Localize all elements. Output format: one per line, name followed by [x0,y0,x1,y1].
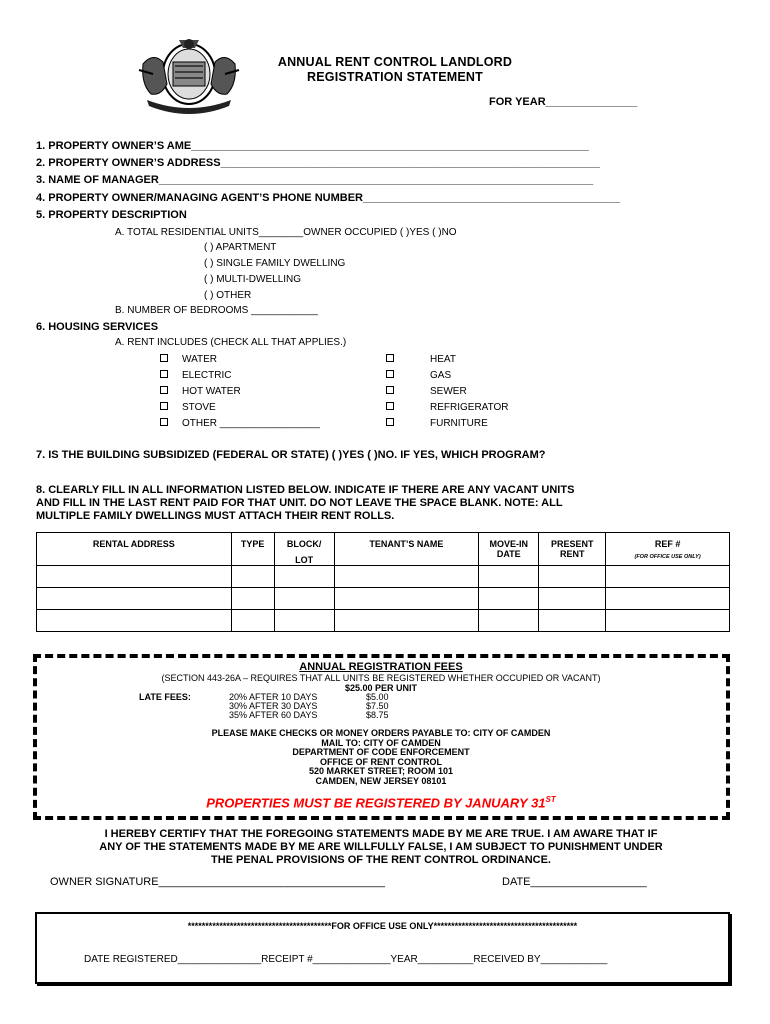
late-fees-label: LATE FEES: [139,692,191,702]
instruction-line: MULTIPLE FAMILY DWELLINGS MUST ATTACH THEIR RENT ROLLS. [36,510,395,522]
office-use-fields[interactable]: DATE REGISTERED_______________RECEIPT #______________YEAR__________RECEIVED BY____________ [84,954,608,965]
certification-statement [0,828,762,867]
property-owner-address-field[interactable]: 2. PROPERTY OWNER’S ADDRESS______________________________________________________________ [36,157,600,169]
form-title [230,55,560,85]
subsidized-question[interactable]: 7. IS THE BUILDING SUBSIDIZED (FEDERAL OR STATE) ( )YES ( )NO. IF YES, WHICH PROGRAM? [36,449,546,461]
instruction-line: 8. CLEARLY FILL IN ALL INFORMATION LISTED BELOW. INDICATE IF THERE ARE ANY VACANT UNITS [36,484,575,496]
service-item[interactable]: ELECTRIC [160,370,320,386]
payment-line: DEPARTMENT OF CODE ENFORCEMENT [292,747,470,757]
checkbox-icon[interactable] [386,354,394,362]
fee-per-unit: $25.00 PER UNIT [344,683,418,693]
table-row[interactable] [37,588,730,610]
service-item[interactable]: HEAT [386,354,509,370]
late-fee-amt: $7.50 [366,701,389,711]
late-fee-amt: $8.75 [366,710,389,720]
certification-line: I HEREBY CERTIFY THAT THE FOREGOING STATEMENTS MADE BY ME ARE TRUE. I AM AWARE THAT IF [104,828,658,840]
service-item[interactable]: HOT WATER [160,386,320,402]
office-use-heading: *****************************************FOR OFFICE USE ONLY***************************************** [187,921,578,931]
payment-line: MAIL TO: CITY OF CAMDEN [321,737,441,748]
city-seal [133,34,245,114]
checkbox-icon[interactable] [386,418,394,426]
certification-line: ANY OF THE STATEMENTS MADE BY ME ARE WILLFULLY FALSE, I AM SUBJECT TO PUNISHMENT UNDER [99,841,663,853]
checkbox-icon[interactable] [160,386,168,394]
owner-signature-field[interactable]: OWNER SIGNATURE_____________________________________ [50,876,385,888]
option-multi-dwelling[interactable]: ( ) MULTI-DWELLING [204,274,302,285]
col-type: TYPE [231,533,274,566]
instructions [36,484,574,523]
option-single-family[interactable]: ( ) SINGLE FAMILY DWELLING [204,258,346,269]
rent-includes-line: A. RENT INCLUDES (CHECK ALL THAT APPLIES.) [115,337,347,348]
title-line-1: ANNUAL RENT CONTROL LANDLORD [277,55,513,69]
col-move-in-date: MOVE-IN DATE [479,533,539,566]
checkbox-icon[interactable] [386,370,394,378]
option-apartment[interactable]: ( ) APARTMENT [204,242,277,253]
late-fee-pct: 20% AFTER 10 DAYS [229,692,318,702]
housing-services-heading: 6. HOUSING SERVICES [36,321,159,333]
checkbox-icon[interactable] [160,370,168,378]
phone-number-field[interactable]: 4. PROPERTY OWNER/MANAGING AGENT’S PHONE NUMBER__________________________________________ [36,192,620,204]
service-item[interactable]: WATER [160,354,320,370]
payment-instructions [0,729,762,786]
service-item[interactable]: REFRIGERATOR [386,402,509,418]
payment-line: PLEASE MAKE CHECKS OR MONEY ORDERS PAYABLE TO: CITY OF CAMDEN [211,728,551,738]
services-right-column [386,354,509,434]
property-description-heading: 5. PROPERTY DESCRIPTION [36,209,187,221]
instruction-line: AND FILL IN THE LAST RENT PAID FOR THAT UNIT. DO NOT LEAVE THE SPACE BLANK. NOTE: ALL [36,497,563,509]
table-header-row [37,533,730,566]
service-item[interactable]: STOVE [160,402,320,418]
option-other[interactable]: ( ) OTHER [204,290,252,301]
col-rental-address: RENTAL ADDRESS [37,533,232,566]
checkbox-icon[interactable] [386,386,394,394]
rental-units-table [36,532,730,632]
registration-deadline: PROPERTIES MUST BE REGISTERED BY JANUARY 31ST [206,795,556,811]
services-left-column [160,354,320,434]
col-present-rent: PRESENT RENT [539,533,606,566]
checkbox-icon[interactable] [160,402,168,410]
for-year-field[interactable]: FOR YEAR_______________ [489,96,638,108]
payment-line: CAMDEN, NEW JERSEY 08101 [315,775,447,786]
payment-line: 520 MARKET STREET; ROOM 101 [308,766,454,776]
payment-line: OFFICE OF RENT CONTROL [320,756,442,767]
service-item[interactable]: FURNITURE [386,418,509,434]
service-item[interactable]: OTHER __________________ [160,418,320,434]
col-ref: REF # (FOR OFFICE USE ONLY) [606,533,730,566]
checkbox-icon[interactable] [160,418,168,426]
total-units-line[interactable]: A. TOTAL RESIDENTIAL UNITS________OWNER OCCUPIED ( )YES ( )NO [115,227,457,238]
late-fee-amt: $5.00 [366,692,389,702]
table-row[interactable] [37,566,730,588]
manager-name-field[interactable]: 3. NAME OF MANAGER_______________________________________________________________________ [36,174,594,186]
service-item[interactable]: SEWER [386,386,509,402]
property-owner-name-field[interactable]: 1. PROPERTY OWNER’S AME_________________________________________________________________ [36,140,589,152]
certification-line: THE PENAL PROVISIONS OF THE RENT CONTROL ORDINANCE. [210,854,551,866]
table-row[interactable] [37,610,730,632]
late-fee-pct: 35% AFTER 60 DAYS [229,710,318,720]
late-fee-pct: 30% AFTER 30 DAYS [229,701,318,711]
col-tenant-name: TENANT’S NAME [334,533,479,566]
col-block-lot: BLOCK/ LOT [274,533,334,566]
checkbox-icon[interactable] [386,402,394,410]
service-item[interactable]: GAS [386,370,509,386]
title-line-2: REGISTRATION STATEMENT [307,70,483,84]
fees-section-note: (SECTION 443-26A – REQUIRES THAT ALL UNITS BE REGISTERED WHETHER OCCUPIED OR VACANT) [161,673,601,683]
signature-date-field[interactable]: DATE___________________ [502,876,647,888]
bedrooms-line[interactable]: B. NUMBER OF BEDROOMS ____________ [115,305,318,316]
checkbox-icon[interactable] [160,354,168,362]
fees-heading: ANNUAL REGISTRATION FEES [299,661,463,673]
